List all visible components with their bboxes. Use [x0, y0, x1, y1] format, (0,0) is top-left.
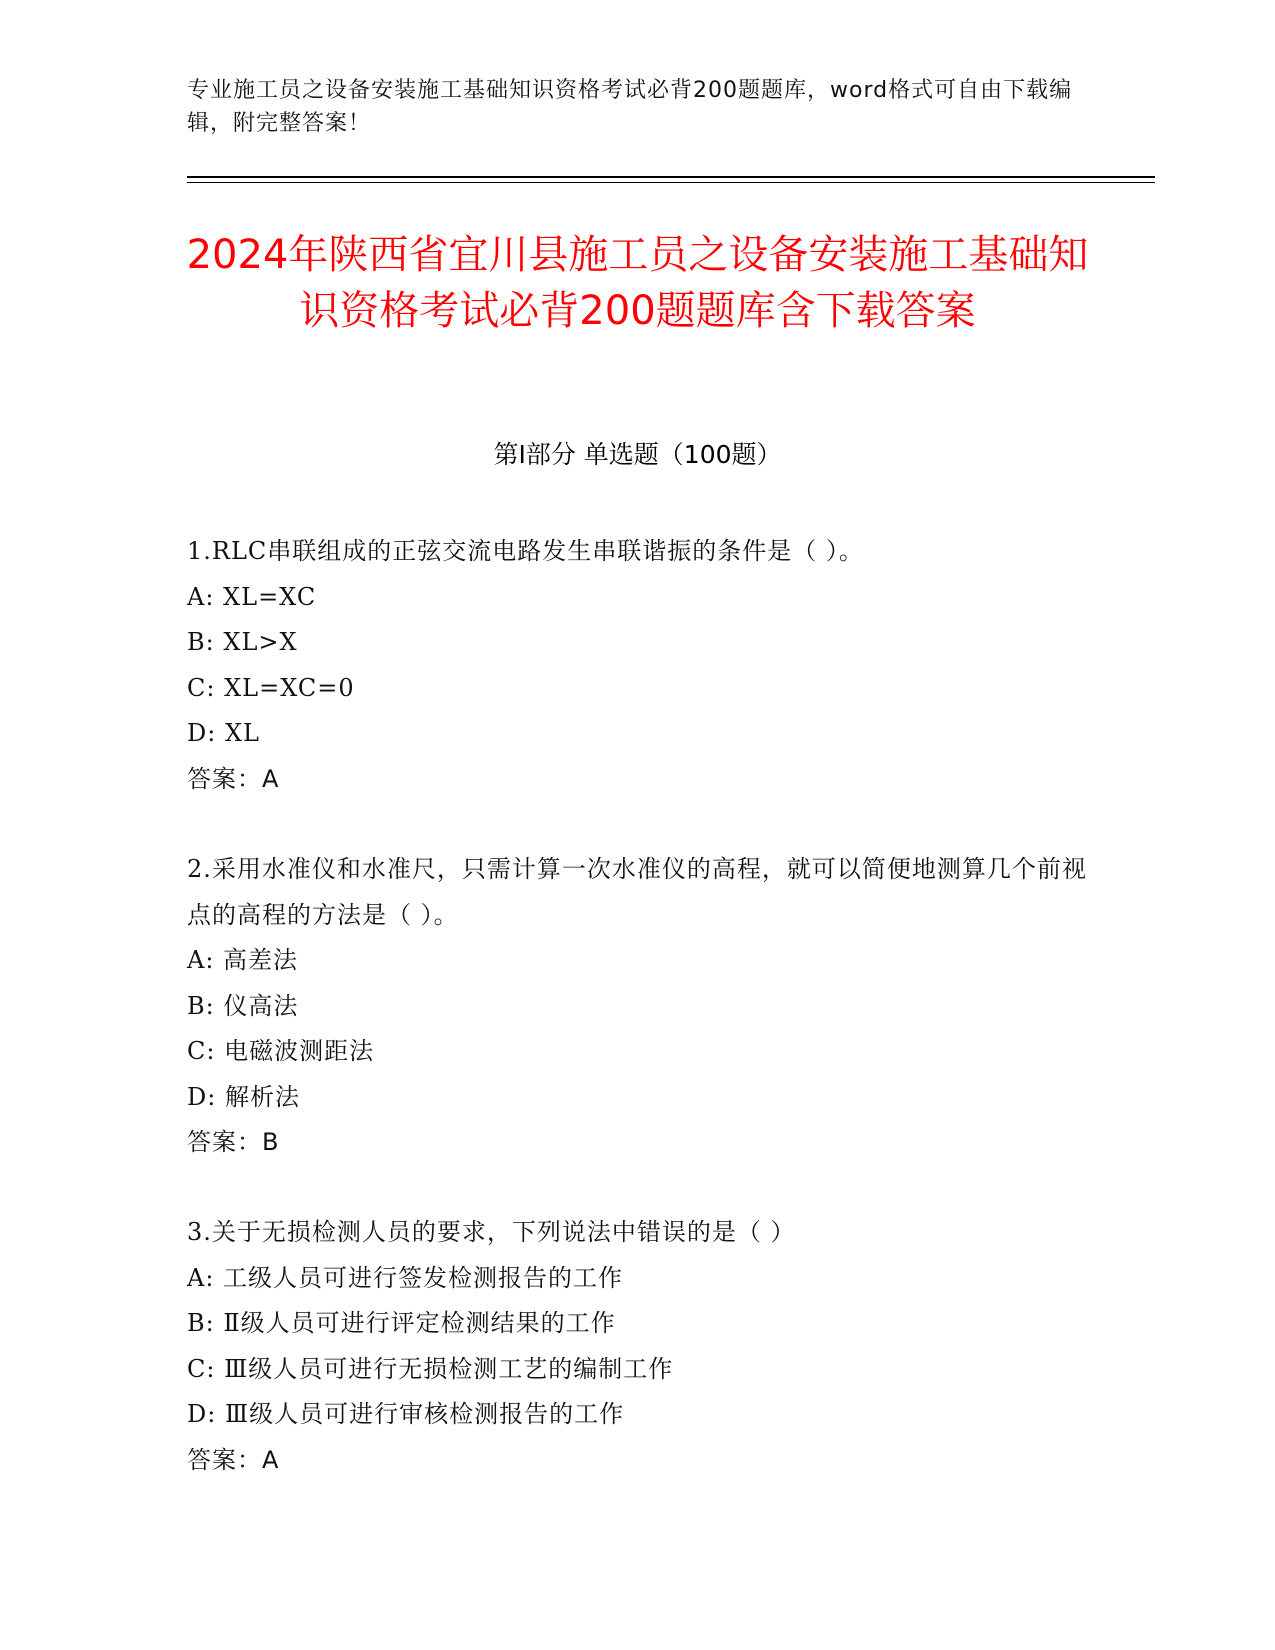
- option-d: D: Ⅲ级人员可进行审核检测报告的工作: [187, 1400, 625, 1428]
- option-b: B: Ⅱ级人员可进行评定检测结果的工作: [187, 1309, 616, 1337]
- option-c: C: 电磁波测距法: [187, 1037, 375, 1065]
- question-stem: 2.采用水准仪和水准尺，只需计算一次水准仪的高程，就可以简便地测算几个前视点的高程的方法是（ ）。: [187, 855, 1087, 929]
- option-c: C: Ⅲ级人员可进行无损检测工艺的编制工作: [187, 1354, 674, 1383]
- question-2: [187, 847, 1087, 1166]
- question-stem: 1.RLC串联组成的正弦交流电路发生串联谐振的条件是（ ）。: [187, 537, 864, 565]
- document-title: 2024年陕西省宜川县施工员之设备安装施工基础知识资格考试必背200题题库含下载答案: [186, 232, 1089, 334]
- question-stem: 3.关于无损检测人员的要求，下列说法中错误的是（ ）: [187, 1218, 796, 1246]
- question-3: [187, 1210, 1087, 1483]
- question-1: [187, 529, 1087, 802]
- header-note: 专业施工员之设备安装施工基础知识资格考试必背200题题库，word格式可自由下载编辑，附完整答案！: [187, 78, 1073, 136]
- option-d: D: XL: [187, 719, 260, 747]
- option-c: C: XL=XC=0: [187, 673, 355, 702]
- option-a: A: 工级人员可进行签发检测报告的工作: [187, 1263, 624, 1292]
- option-d: D: 解析法: [187, 1082, 300, 1111]
- option-b: B: 仪高法: [187, 991, 299, 1020]
- header-divider-thin: [187, 182, 1155, 183]
- answer: 答案：B: [187, 1128, 280, 1156]
- option-a: A: XL=XC: [187, 582, 317, 611]
- answer: 答案：A: [187, 1445, 280, 1474]
- option-b: B: XL>X: [187, 628, 298, 656]
- section-heading: 第Ⅰ部分 单选题（100题）: [493, 440, 782, 469]
- option-a: A: 高差法: [187, 946, 299, 974]
- header-divider-thick: [187, 176, 1155, 178]
- answer: 答案：A: [187, 764, 280, 793]
